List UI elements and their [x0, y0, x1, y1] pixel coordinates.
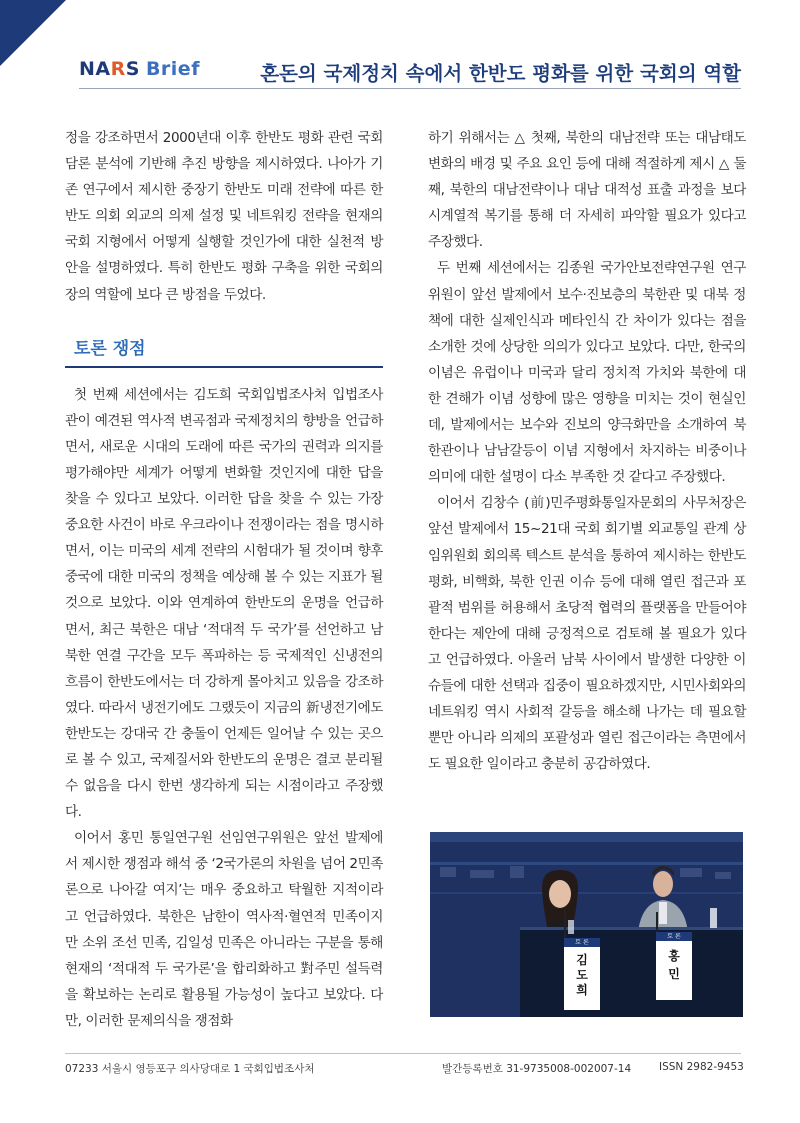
- page-header: [79, 58, 741, 89]
- panel-discussion-photo: [430, 832, 743, 1017]
- placard-left-role: 토 론: [575, 939, 589, 946]
- document-title: 혼돈의 국제정치 속에서 한반도 평화를 위한 국회의 역할: [260, 62, 741, 85]
- footer-issn: ISSN 2982-9453: [659, 1061, 744, 1073]
- placard-right-role: 토 론: [667, 933, 681, 940]
- placard-left-name: 김 도 희: [576, 953, 588, 997]
- left-column: [65, 125, 383, 1034]
- placard-right-name: 홍 민: [668, 949, 680, 981]
- right-column: [428, 125, 746, 777]
- footer-address: 07233 서울시 영등포구 의사당대로 1 국회입법조사처: [65, 1063, 315, 1075]
- footer-registration-number: 발간등록번호 31-9735008-002007-14: [442, 1063, 632, 1075]
- section-heading: [65, 334, 383, 368]
- body-paragraph: 이어서 김창수 (前)민주평화통일자문회의 사무처장은 앞선 발제에서 15~21대 국회 회기별 외교통일 관계 상임위원회 회의록 텍스트 분석을 통하여 제시하는 한반도 평화, 비핵화, 북한 인권 이슈 등에 대해 열린 접근과 포괄적 범위를 허용해서 초당적 협력의 플랫폼을 만들어야 한다는 제안에 대해 긍정적으로 검토해 볼 필요가 있다고 언급하였다. 아울러 남북 사이에서 발생한 다양한 이슈들에 대한 선택과 집중이 필요하겠지만, 시민사회와의 네트워킹 역시 사회적 갈등을 해소해 나가는 데 필요할 뿐만 아니라 의제의 포괄성과 열린 접근이라는 측면에서도 필요한 일이라고 충분히 공감하였다.: [428, 495, 746, 773]
- body-paragraph: 두 번째 세션에서는 김종원 국가안보전략연구원 연구위원이 앞선 발제에서 보수·진보층의 북한관 및 대북 정책에 대한 실제인식과 메타인식 간 차이가 있다는 점을 소개한 것에 상당한 의의가 있다고 보았다. 다만, 한국의 이념은 유럽이나 미국과 달리 정치적 가치와 북한에 대한 견해가 이념 성향에 많은 영향을 미치는 것이 현실인데, 발제에서는 보수와 진보의 양극화만을 소개하여 북한관이나 남남갈등이 이념 지형에서 차지하는 비중이나 의미에 대한 설명이 다소 부족한 것 같다고 주장했다.: [428, 260, 746, 486]
- section-heading-text: 토론 쟁점: [74, 338, 146, 359]
- body-paragraph: 첫 번째 세션에서는 김도희 국회입법조사처 입법조사관이 예견된 역사적 변곡점과 국제정치의 향방을 언급하면서, 새로운 시대의 도래에 따른 국가의 권력과 의지를 평가해야만 세계가 어떻게 변화할 것인지에 대한 답을 찾을 수 있다고 보았다. 이러한 답을 찾을 수 있는 가장 중요한 사건이 바로 우크라이나 전쟁이라는 점을 명시하면서, 이는 미국의 세계 전략의 시험대가 될 것이며 향후 중국에 대한 미국의 정책을 예상해 볼 수 있는 지표가 될 것으로 보았다. 이와 연계하여 한반도의 운명을 언급하면서, 최근 북한은 대남 ‘적대적 두 국가’를 선언하고 남북한 연결 구간을 모두 폭파하는 등 국제적인 신냉전의 흐름이 한반도에서는 더 강하게 몰아치고 있음을 강조하였다. 따라서 냉전기에도 그랬듯이 지금의 新냉전기에도 한반도는 강대국 간 충돌이 언제든 일어날 수 있는 곳으로 볼 수 있고, 국제질서와 한반도의 운명은 결코 분리될 수 없음을 다시 한번 생각하게 되는 시점이라고 주장했다.: [65, 386, 383, 821]
- intro-paragraph: 정을 강조하면서 2000년대 이후 한반도 평화 관련 국회 담론 분석에 기반해 추진 방향을 제시하였다. 나아가 기존 연구에서 제시한 중장기 한반도 미래 전략에 따른 한반도 의회 외교의 의제 설정 및 네트워킹 전략을 현재의 국회 지형에서 어떻게 실행할 것인가에 대한 실천적 방안을 설명하였다. 특히 한반도 평화 구축을 위한 국회의장의 역할에 보다 큰 방점을 두었다.: [65, 130, 383, 303]
- body-paragraph: 하기 위해서는 △ 첫째, 북한의 대남전략 또는 대남태도 변화의 배경 및 주요 요인 등에 대해 적절하게 제시 △ 둘째, 북한의 대남전략이나 대남 대적성 표출 과정을 보다 시계열적 복기를 통해 더 자세히 파악할 필요가 있다고 주장했다.: [428, 130, 746, 251]
- placard-left: [564, 938, 600, 1010]
- nars-brief-logo: NARS Brief: [79, 58, 200, 80]
- placard-right: [656, 932, 692, 1000]
- footer-divider: [65, 1053, 741, 1054]
- body-paragraph: 이어서 홍민 통일연구원 선임연구위원은 앞선 발제에서 제시한 쟁점과 해석 중 ‘2국가론의 차원을 넘어 2민족론으로 나아갈 여지’는 매우 중요하고 탁월한 지적이라고 언급하였다. 북한은 남한이 역사적·혈연적 민족이지만 소위 조선 민족, 김일성 민족은 아니라는 구분을 통해 현재의 ‘적대적 두 국가론’을 합리화하고 對주민 설득력을 확보하는 논리로 활용될 가능성이 높다고 보았다. 다만, 이러한 문제의식을 쟁점화: [65, 830, 383, 1029]
- corner-triangle-decoration: [0, 0, 66, 66]
